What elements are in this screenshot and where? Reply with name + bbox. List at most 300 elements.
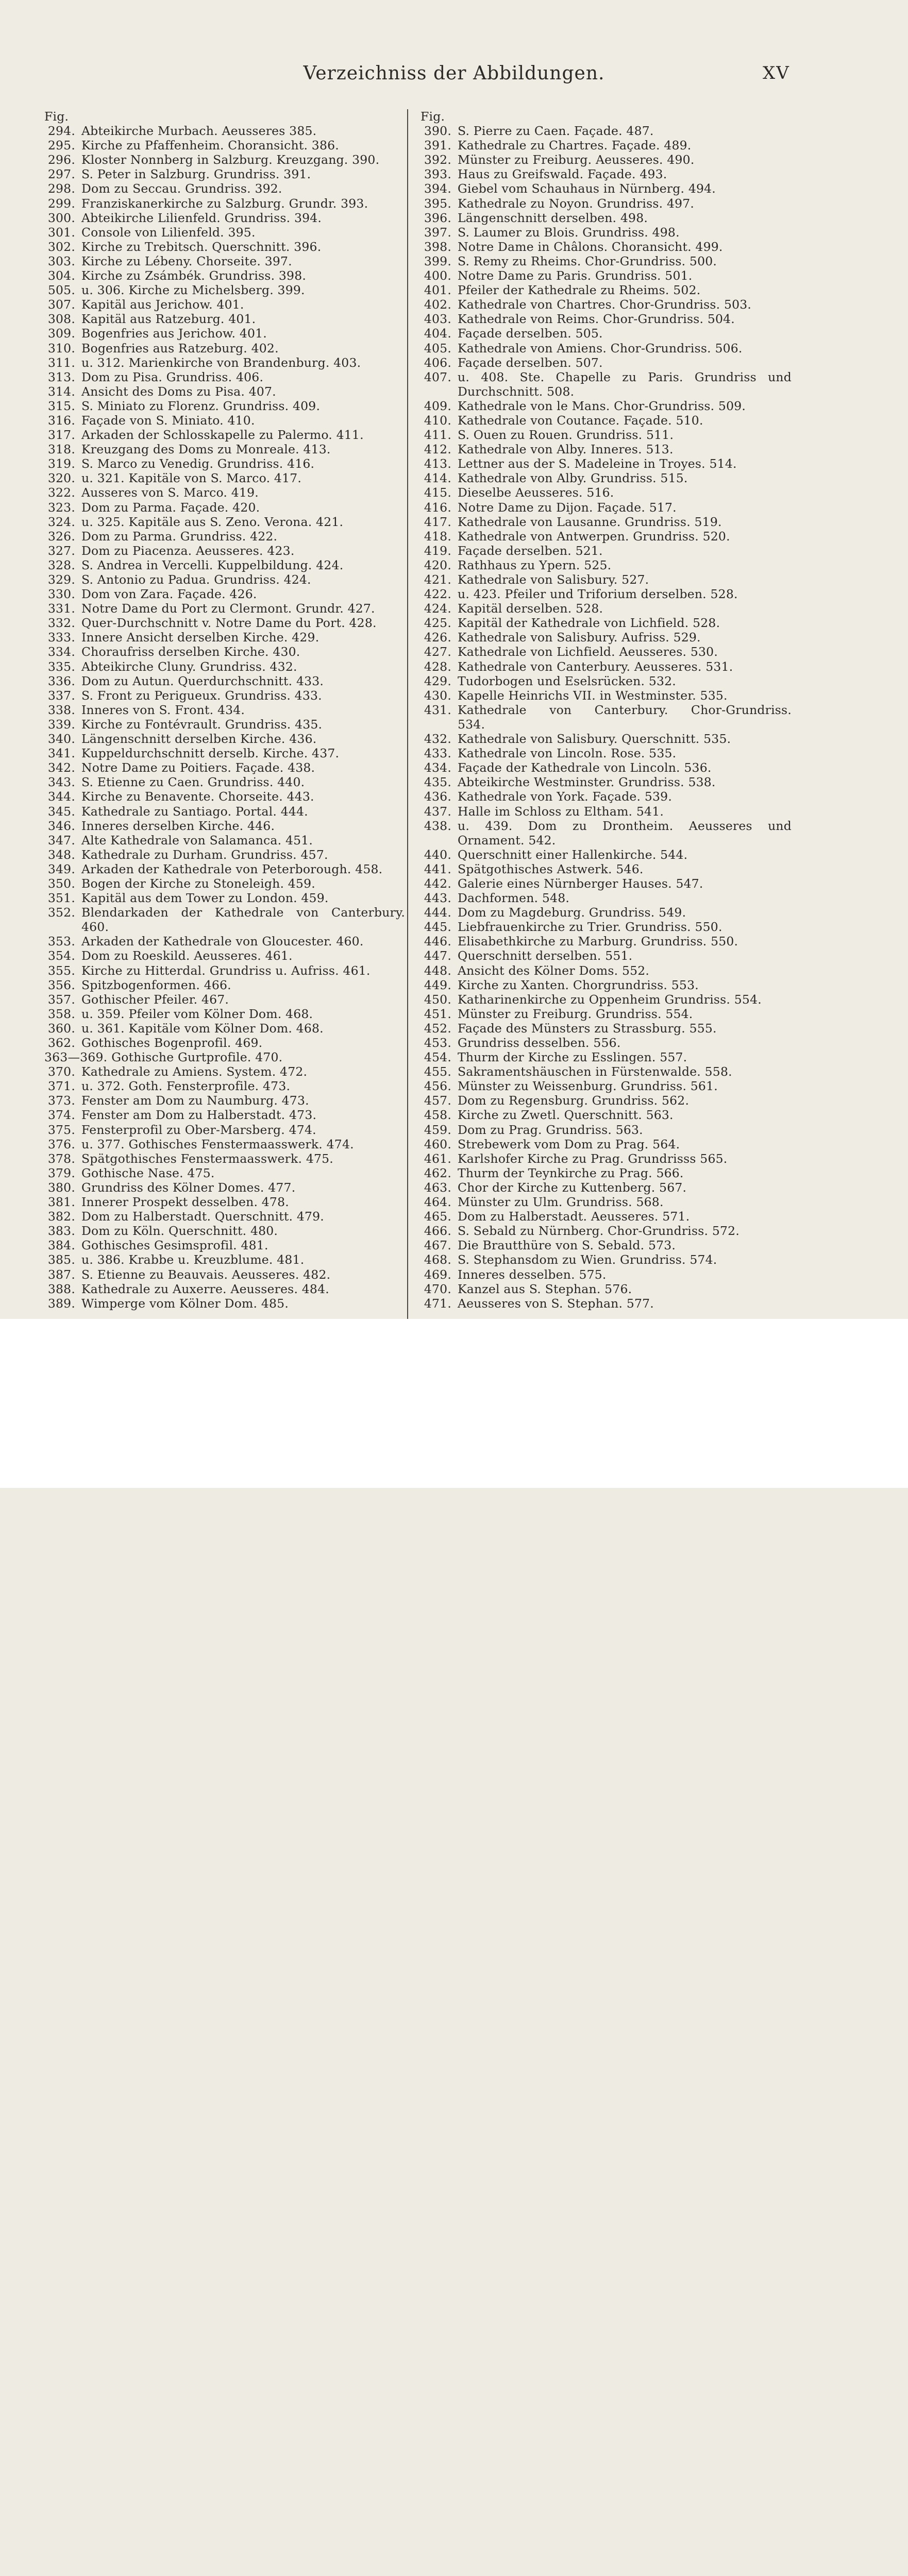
figure-number: 301.	[47, 225, 75, 240]
figure-entry	[421, 355, 792, 370]
figure-entry	[421, 789, 792, 804]
figure-caption: Innere Ansicht derselben Kirche. 429.	[81, 630, 320, 645]
figure-entry	[421, 703, 792, 717]
figure-caption: Sakramentshäuschen in Fürstenwalde. 558.	[458, 1064, 732, 1079]
figure-entry	[421, 717, 792, 732]
figure-number: 314.	[47, 384, 75, 399]
figure-list-right-column	[421, 109, 792, 1311]
figure-entry	[44, 355, 405, 370]
figure-caption: 534.	[458, 717, 485, 732]
figure-entry	[44, 601, 405, 616]
figure-number: 407.	[424, 369, 451, 384]
figure-number: 458.	[424, 1108, 451, 1123]
figure-caption: Notre Dame in Châlons. Choransicht. 499.	[458, 239, 723, 254]
figure-number: 360.	[47, 1021, 75, 1036]
figure-entry	[421, 254, 792, 268]
figure-number: 468.	[424, 1252, 451, 1267]
figure-caption: S. Etienne zu Caen. Grundriss. 440.	[81, 775, 305, 790]
figure-caption: Quer-Durchschnitt v. Notre Dame du Port. 428.	[81, 616, 377, 631]
figure-entry	[44, 862, 405, 876]
figure-caption: u. 386. Krabbe u. Kreuzblume. 481.	[81, 1252, 305, 1267]
figure-caption: Lettner aus der S. Madeleine in Troyes. 514.	[458, 456, 737, 471]
figure-entry	[44, 1036, 405, 1050]
figure-entry	[44, 1224, 405, 1238]
figure-caption: Abteikirche Murbach. Aeusseres 385.	[81, 124, 317, 139]
figure-number: 460.	[424, 1137, 451, 1151]
figure-number: 452.	[424, 1021, 451, 1036]
figure-number: 326.	[47, 529, 75, 544]
figure-caption: Choraufriss derselben Kirche. 430.	[81, 645, 300, 659]
figure-number: 418.	[424, 529, 451, 544]
figure-number: 316.	[47, 413, 75, 428]
figure-number: 415.	[424, 485, 451, 500]
figure-number: 505.	[47, 283, 75, 298]
figure-entry	[44, 804, 405, 819]
figure-number: 324.	[47, 514, 75, 529]
figure-caption: Kreuzgang des Doms zu Monreale. 413.	[81, 442, 331, 457]
figure-caption: Durchschnitt. 508.	[458, 384, 575, 399]
figure-number: 333.	[47, 630, 75, 645]
figure-number: 396.	[424, 210, 451, 225]
figure-number: 381.	[47, 1195, 75, 1210]
figure-number: 351.	[47, 891, 75, 906]
figure-number: 330.	[47, 587, 75, 602]
figure-caption: Dieselbe Aeusseres. 516.	[458, 485, 614, 500]
figure-entry	[44, 181, 405, 196]
figure-caption: Kapitäl aus dem Tower zu London. 459.	[81, 891, 329, 906]
figure-entry	[44, 1267, 405, 1282]
figure-entry	[421, 1180, 792, 1195]
figure-entry	[44, 254, 405, 268]
figure-caption: Dom zu Regensburg. Grundriss. 562.	[458, 1093, 690, 1108]
figure-number: 362.	[47, 1036, 75, 1050]
figure-entry	[421, 992, 792, 1007]
figure-number: 374.	[47, 1108, 75, 1123]
figure-caption: Notre Dame du Port zu Clermont. Grundr. 427.	[81, 601, 375, 616]
figure-entry	[421, 1296, 792, 1311]
figure-caption: Kapitäl aus Jerichow. 401.	[81, 297, 244, 312]
figure-entry	[421, 760, 792, 775]
figure-entry	[421, 268, 792, 283]
figure-caption: Chor der Kirche zu Kuttenberg. 567.	[458, 1180, 687, 1195]
figure-number: 303.	[47, 253, 75, 268]
figure-entry	[421, 124, 792, 138]
figure-entry	[44, 1195, 405, 1209]
figure-entry	[44, 963, 405, 978]
figure-caption: Kanzel aus S. Stephan. 576.	[458, 1281, 632, 1296]
figure-entry	[44, 442, 405, 456]
figure-caption: Kirche zu Xanten. Chorgrundriss. 553.	[458, 977, 699, 992]
figure-number: 296.	[47, 152, 75, 167]
figure-caption: Kirche zu Zwetl. Querschnitt. 563.	[458, 1108, 674, 1123]
figure-entry	[44, 196, 405, 211]
figure-entry	[421, 732, 792, 746]
figure-caption: Abteikirche Lilienfeld. Grundriss. 394.	[81, 210, 322, 225]
figure-number: 357.	[47, 992, 75, 1007]
figure-caption: Gothisches Gesimsprofil. 481.	[81, 1238, 268, 1253]
figure-entry	[421, 1267, 792, 1282]
figure-entry	[421, 616, 792, 630]
figure-number: 294.	[47, 124, 75, 139]
figure-number: 413.	[424, 456, 451, 471]
figure-entry	[421, 688, 792, 703]
figure-entry	[421, 225, 792, 240]
figure-number: 462.	[424, 1165, 451, 1180]
figure-number: 398.	[424, 239, 451, 254]
figure-number: 459.	[424, 1122, 451, 1137]
figure-number: 470.	[424, 1281, 451, 1296]
figure-entry	[421, 456, 792, 471]
figure-entry	[421, 833, 792, 848]
figure-caption: Gothische Gurtprofile. 470.	[111, 1050, 283, 1065]
figure-caption: Inneres desselben. 575.	[458, 1267, 607, 1282]
figure-caption: S. Andrea in Vercelli. Kuppelbildung. 424.	[81, 557, 344, 572]
figure-number: 356.	[47, 977, 75, 992]
figure-caption: Aeusseres von S. Stephan. 577.	[458, 1296, 654, 1311]
figure-caption: Abteikirche Cluny. Grundriss. 432.	[81, 659, 297, 674]
figure-entry	[44, 775, 405, 789]
figure-number: 337.	[47, 688, 75, 703]
figure-number: 400.	[424, 268, 451, 283]
figure-entry	[44, 674, 405, 688]
figure-number: 436.	[424, 789, 451, 804]
figure-number: 471.	[424, 1296, 451, 1311]
figure-entry	[421, 485, 792, 500]
figure-caption: u. 325. Kapitäle aus S. Zeno. Verona. 421.	[81, 514, 344, 529]
figure-entry	[421, 370, 792, 384]
figure-caption: Fensterprofil zu Ober-Marsberg. 474.	[81, 1122, 316, 1137]
figure-entry	[421, 399, 792, 413]
figure-caption: Thurm der Kirche zu Esslingen. 557.	[458, 1050, 687, 1065]
figure-caption: u. 306. Kirche zu Michelsberg. 399.	[81, 283, 305, 298]
figure-number: 319.	[47, 456, 75, 471]
figure-entry	[44, 616, 405, 630]
figure-entry	[44, 399, 405, 413]
figure-entry	[44, 1021, 405, 1036]
figure-entry	[421, 1209, 792, 1224]
figure-entry	[421, 891, 792, 905]
figure-entry	[421, 167, 792, 181]
figure-number: 392.	[424, 152, 451, 167]
figure-number: 300.	[47, 210, 75, 225]
figure-number: 295.	[47, 138, 75, 153]
figure-entry	[44, 1123, 405, 1137]
figure-number: 310.	[47, 341, 75, 355]
figure-caption: Dom zu Parma. Grundriss. 422.	[81, 529, 278, 544]
figure-number: 339.	[47, 717, 75, 732]
figure-number: 430.	[424, 688, 451, 703]
figure-number: 299.	[47, 196, 75, 211]
figure-entry	[44, 891, 405, 905]
figure-caption: Münster zu Ulm. Grundriss. 568.	[458, 1195, 664, 1210]
figure-caption: Kathedrale von Alby. Inneres. 513.	[458, 442, 674, 457]
figure-number: 434.	[424, 760, 451, 775]
figure-entry	[44, 789, 405, 804]
figure-caption: Münster zu Freiburg. Grundriss. 554.	[458, 1006, 693, 1021]
figure-caption: Die Brautthüre von S. Sebald. 573.	[458, 1238, 676, 1253]
figure-number: 322.	[47, 485, 75, 500]
figure-caption: Kapitäl der Kathedrale von Lichfield. 528.	[458, 616, 720, 631]
figure-entry	[44, 833, 405, 848]
figure-entry	[44, 500, 405, 515]
figure-caption: S. Etienne zu Beauvais. Aeusseres. 482.	[81, 1267, 331, 1282]
figure-number: 307.	[47, 297, 75, 312]
figure-entry	[421, 1079, 792, 1093]
figure-entry	[421, 1007, 792, 1021]
figure-number: 442.	[424, 876, 451, 891]
figure-number: 358.	[47, 1006, 75, 1021]
figure-list-left-column	[44, 109, 405, 1311]
figure-entry	[44, 124, 405, 138]
figure-entry	[44, 312, 405, 326]
figure-entry	[44, 717, 405, 732]
figure-caption: Arkaden der Kathedrale von Peterborough. 458.	[81, 861, 383, 876]
figure-caption: S. Marco zu Venedig. Grundriss. 416.	[81, 456, 315, 471]
figure-entry	[421, 1064, 792, 1079]
figure-entry	[44, 934, 405, 948]
figure-entry	[44, 152, 405, 167]
figure-entry	[421, 1195, 792, 1209]
figure-number: 371.	[47, 1079, 75, 1094]
figure-number: 363—369.	[44, 1050, 108, 1065]
figure-number: 355.	[47, 963, 75, 978]
figure-caption: Dom zu Autun. Querdurchschnitt. 433.	[81, 673, 324, 688]
figure-number: 394.	[424, 181, 451, 196]
figure-entry	[421, 1137, 792, 1151]
figure-caption: S. Ouen zu Rouen. Grundriss. 511.	[458, 428, 674, 443]
figure-caption: Kathedrale von Lincoln. Rose. 535.	[458, 746, 677, 761]
figure-caption: Notre Dame zu Paris. Grundriss. 501.	[458, 268, 693, 283]
figure-entry	[44, 746, 405, 760]
figure-number: 302.	[47, 239, 75, 254]
figure-caption: Kathedrale zu Santiago. Portal. 444.	[81, 804, 308, 819]
figure-number: 346.	[47, 818, 75, 833]
figure-entry	[44, 688, 405, 703]
figure-caption: Liebfrauenkirche zu Trier. Grundriss. 550.	[458, 920, 722, 935]
figure-caption: Kapitäl aus Ratzeburg. 401.	[81, 312, 256, 327]
figure-caption: S. Peter in Salzburg. Grundriss. 391.	[81, 167, 311, 182]
figure-caption: Dachformen. 548.	[458, 891, 570, 906]
figure-number: 389.	[47, 1296, 75, 1311]
figure-number: 383.	[47, 1224, 75, 1239]
figure-entry	[44, 1252, 405, 1267]
figure-entry	[421, 1282, 792, 1296]
figure-number: 457.	[424, 1093, 451, 1108]
figure-entry	[44, 471, 405, 485]
figure-entry	[421, 948, 792, 963]
figure-number: 433.	[424, 746, 451, 761]
figure-caption: Rathhaus zu Ypern. 525.	[458, 557, 612, 572]
figure-caption: Längenschnitt derselben. 498.	[458, 210, 648, 225]
figure-entry	[44, 876, 405, 891]
footer-bar	[0, 1319, 908, 1488]
figure-caption: Arkaden der Kathedrale von Gloucester. 460.	[81, 934, 364, 949]
figure-caption: Münster zu Freiburg. Aeusseres. 490.	[458, 152, 695, 167]
figure-entry	[44, 645, 405, 659]
figure-entry	[44, 341, 405, 355]
figure-entry	[44, 283, 405, 297]
figure-entry	[421, 544, 792, 558]
figure-number: 344.	[47, 789, 75, 804]
figure-entry	[421, 1151, 792, 1166]
figure-caption: Thurm der Teynkirche zu Prag. 566.	[458, 1165, 684, 1180]
figure-number: 419.	[424, 543, 451, 558]
figure-entry	[44, 1282, 405, 1296]
figure-entry	[421, 674, 792, 688]
figure-number: 352.	[47, 905, 75, 920]
figure-number: 443.	[424, 891, 451, 906]
figure-number: 370.	[47, 1064, 75, 1079]
figure-entry	[421, 905, 792, 920]
figure-caption: Gothischer Pfeiler. 467.	[81, 992, 229, 1007]
figure-number: 327.	[47, 543, 75, 558]
figure-caption: Kathedrale von Canterbury. Aeusseres. 531.	[458, 659, 733, 674]
figure-entry	[421, 587, 792, 601]
figure-number: 323.	[47, 500, 75, 515]
figure-caption: Kathedrale zu Durham. Grundriss. 457.	[81, 847, 328, 862]
figure-entry	[44, 456, 405, 471]
figure-entry	[421, 1093, 792, 1108]
figure-caption: Façade derselben. 521.	[458, 543, 603, 558]
figure-caption: 460.	[81, 920, 109, 935]
figure-caption: Grundriss des Kölner Domes. 477.	[81, 1180, 296, 1195]
figure-number: 420.	[424, 557, 451, 572]
figure-number: 444.	[424, 905, 451, 920]
figure-caption: Kathedrale von Lichfield. Aeusseres. 530.	[458, 645, 718, 659]
figure-number: 456.	[424, 1079, 451, 1094]
figure-entry	[44, 760, 405, 775]
figure-number: 448.	[424, 963, 451, 978]
figure-number: 461.	[424, 1151, 451, 1166]
figure-number: 450.	[424, 992, 451, 1007]
figure-entry	[44, 1050, 405, 1064]
figure-number: 412.	[424, 442, 451, 457]
figure-caption: S. Antonio zu Padua. Grundriss. 424.	[81, 572, 311, 587]
figure-number: 353.	[47, 934, 75, 949]
figure-entry	[421, 1036, 792, 1050]
figure-caption: Ausseres von S. Marco. 419.	[81, 485, 259, 500]
figure-number: 425.	[424, 616, 451, 631]
figure-entry	[44, 630, 405, 645]
figure-caption: Kathedrale von Salisbury. Querschnitt. 535.	[458, 732, 731, 747]
figure-number: 334.	[47, 645, 75, 659]
figure-caption: Galerie eines Nürnberger Hauses. 547.	[458, 876, 703, 891]
figure-caption: Grundriss desselben. 556.	[458, 1036, 621, 1050]
figure-caption: Gothische Nase. 475.	[81, 1165, 215, 1180]
figure-number: 388.	[47, 1281, 75, 1296]
figure-caption: Spätgothisches Astwerk. 546.	[458, 861, 644, 876]
figure-caption: Kirche zu Trebitsch. Querschnitt. 396.	[81, 239, 322, 254]
figure-entry	[421, 862, 792, 876]
figure-number: 435.	[424, 775, 451, 790]
figure-entry	[421, 211, 792, 225]
figure-caption: Notre Dame zu Dijon. Façade. 517.	[458, 500, 677, 515]
figure-caption: Tudorbogen und Eselsrücken. 532.	[458, 673, 676, 688]
figure-entry	[44, 544, 405, 558]
figure-number: 422.	[424, 587, 451, 602]
figure-number: 449.	[424, 977, 451, 992]
figure-entry	[44, 1137, 405, 1151]
figure-number: 391.	[424, 138, 451, 153]
figure-number: 441.	[424, 861, 451, 876]
figure-number: 454.	[424, 1050, 451, 1065]
figure-number: 467.	[424, 1238, 451, 1253]
figure-entry	[44, 485, 405, 500]
figure-number: 318.	[47, 442, 75, 457]
figure-entry	[421, 341, 792, 355]
figure-caption: Alte Kathedrale von Salamanca. 451.	[81, 833, 313, 848]
figure-caption: Kathedrale von Amiens. Chor-Grundriss. 506.	[458, 341, 743, 355]
figure-entry	[44, 428, 405, 442]
figure-entry	[421, 152, 792, 167]
figure-entry	[421, 978, 792, 992]
figure-caption: Halle im Schloss zu Eltham. 541.	[458, 804, 664, 819]
figure-entry	[421, 558, 792, 572]
entry-list	[44, 124, 405, 1311]
figure-caption: Blendarkaden der Kathedrale von Canterbury.	[81, 905, 405, 920]
figure-number: 414.	[424, 471, 451, 486]
figure-caption: Inneres derselben Kirche. 446.	[81, 818, 275, 833]
figure-number: 431.	[424, 702, 451, 717]
figure-caption: Façade der Kathedrale von Lincoln. 536.	[458, 760, 712, 775]
figure-number: 348.	[47, 847, 75, 862]
figure-entry	[44, 1209, 405, 1224]
figure-caption: Dom zu Halberstadt. Querschnitt. 479.	[81, 1209, 324, 1224]
figure-caption: Kapitäl derselben. 528.	[458, 601, 603, 616]
figure-number: 410.	[424, 413, 451, 428]
figure-caption: Karlshofer Kirche zu Prag. Grundrisss 565.	[458, 1151, 728, 1166]
figure-entry	[44, 326, 405, 341]
figure-entry	[421, 283, 792, 297]
figure-caption: Katharinenkirche zu Oppenheim Grundriss. 554.	[458, 992, 762, 1007]
figure-entry	[44, 1180, 405, 1195]
figure-caption: Façade des Münsters zu Strassburg. 555.	[458, 1021, 717, 1036]
figure-number: 387.	[47, 1267, 75, 1282]
figure-caption: Abteikirche Westminster. Grundriss. 538.	[458, 775, 716, 790]
figure-entry	[44, 732, 405, 746]
figure-caption: Kathedrale zu Noyon. Grundriss. 497.	[458, 196, 695, 211]
figure-number: 380.	[47, 1180, 75, 1195]
figure-number: 417.	[424, 514, 451, 529]
figure-entry	[421, 240, 792, 254]
figure-caption: Spätgothisches Fenstermaasswerk. 475.	[81, 1151, 333, 1166]
figure-entry	[421, 775, 792, 789]
figure-number: 393.	[424, 167, 451, 182]
figure-caption: Kathedrale zu Chartres. Façade. 489.	[458, 138, 692, 153]
figure-entry	[421, 1252, 792, 1267]
figure-caption: Kirche zu Benavente. Chorseite. 443.	[81, 789, 314, 804]
figure-entry	[421, 819, 792, 833]
figure-number: 297.	[47, 167, 75, 182]
column-heading: Fig.	[421, 109, 445, 124]
column-heading: Fig.	[44, 109, 69, 124]
figure-caption: Dom zu Seccau. Grundriss. 392.	[81, 181, 282, 196]
figure-entry	[421, 326, 792, 341]
figure-number: 378.	[47, 1151, 75, 1166]
figure-caption: Kirche zu Zsámbék. Grundriss. 398.	[81, 268, 307, 283]
figure-number: 298.	[47, 181, 75, 196]
figure-number: 399.	[424, 253, 451, 268]
figure-number: 375.	[47, 1122, 75, 1137]
figure-number: 440.	[424, 847, 451, 862]
figure-entry	[421, 963, 792, 978]
figure-caption: Kirche zu Lébeny. Chorseite. 397.	[81, 253, 292, 268]
figure-entry	[44, 659, 405, 674]
figure-entry	[44, 529, 405, 544]
figure-entry	[421, 138, 792, 152]
figure-entry	[421, 384, 792, 399]
figure-entry	[421, 471, 792, 485]
